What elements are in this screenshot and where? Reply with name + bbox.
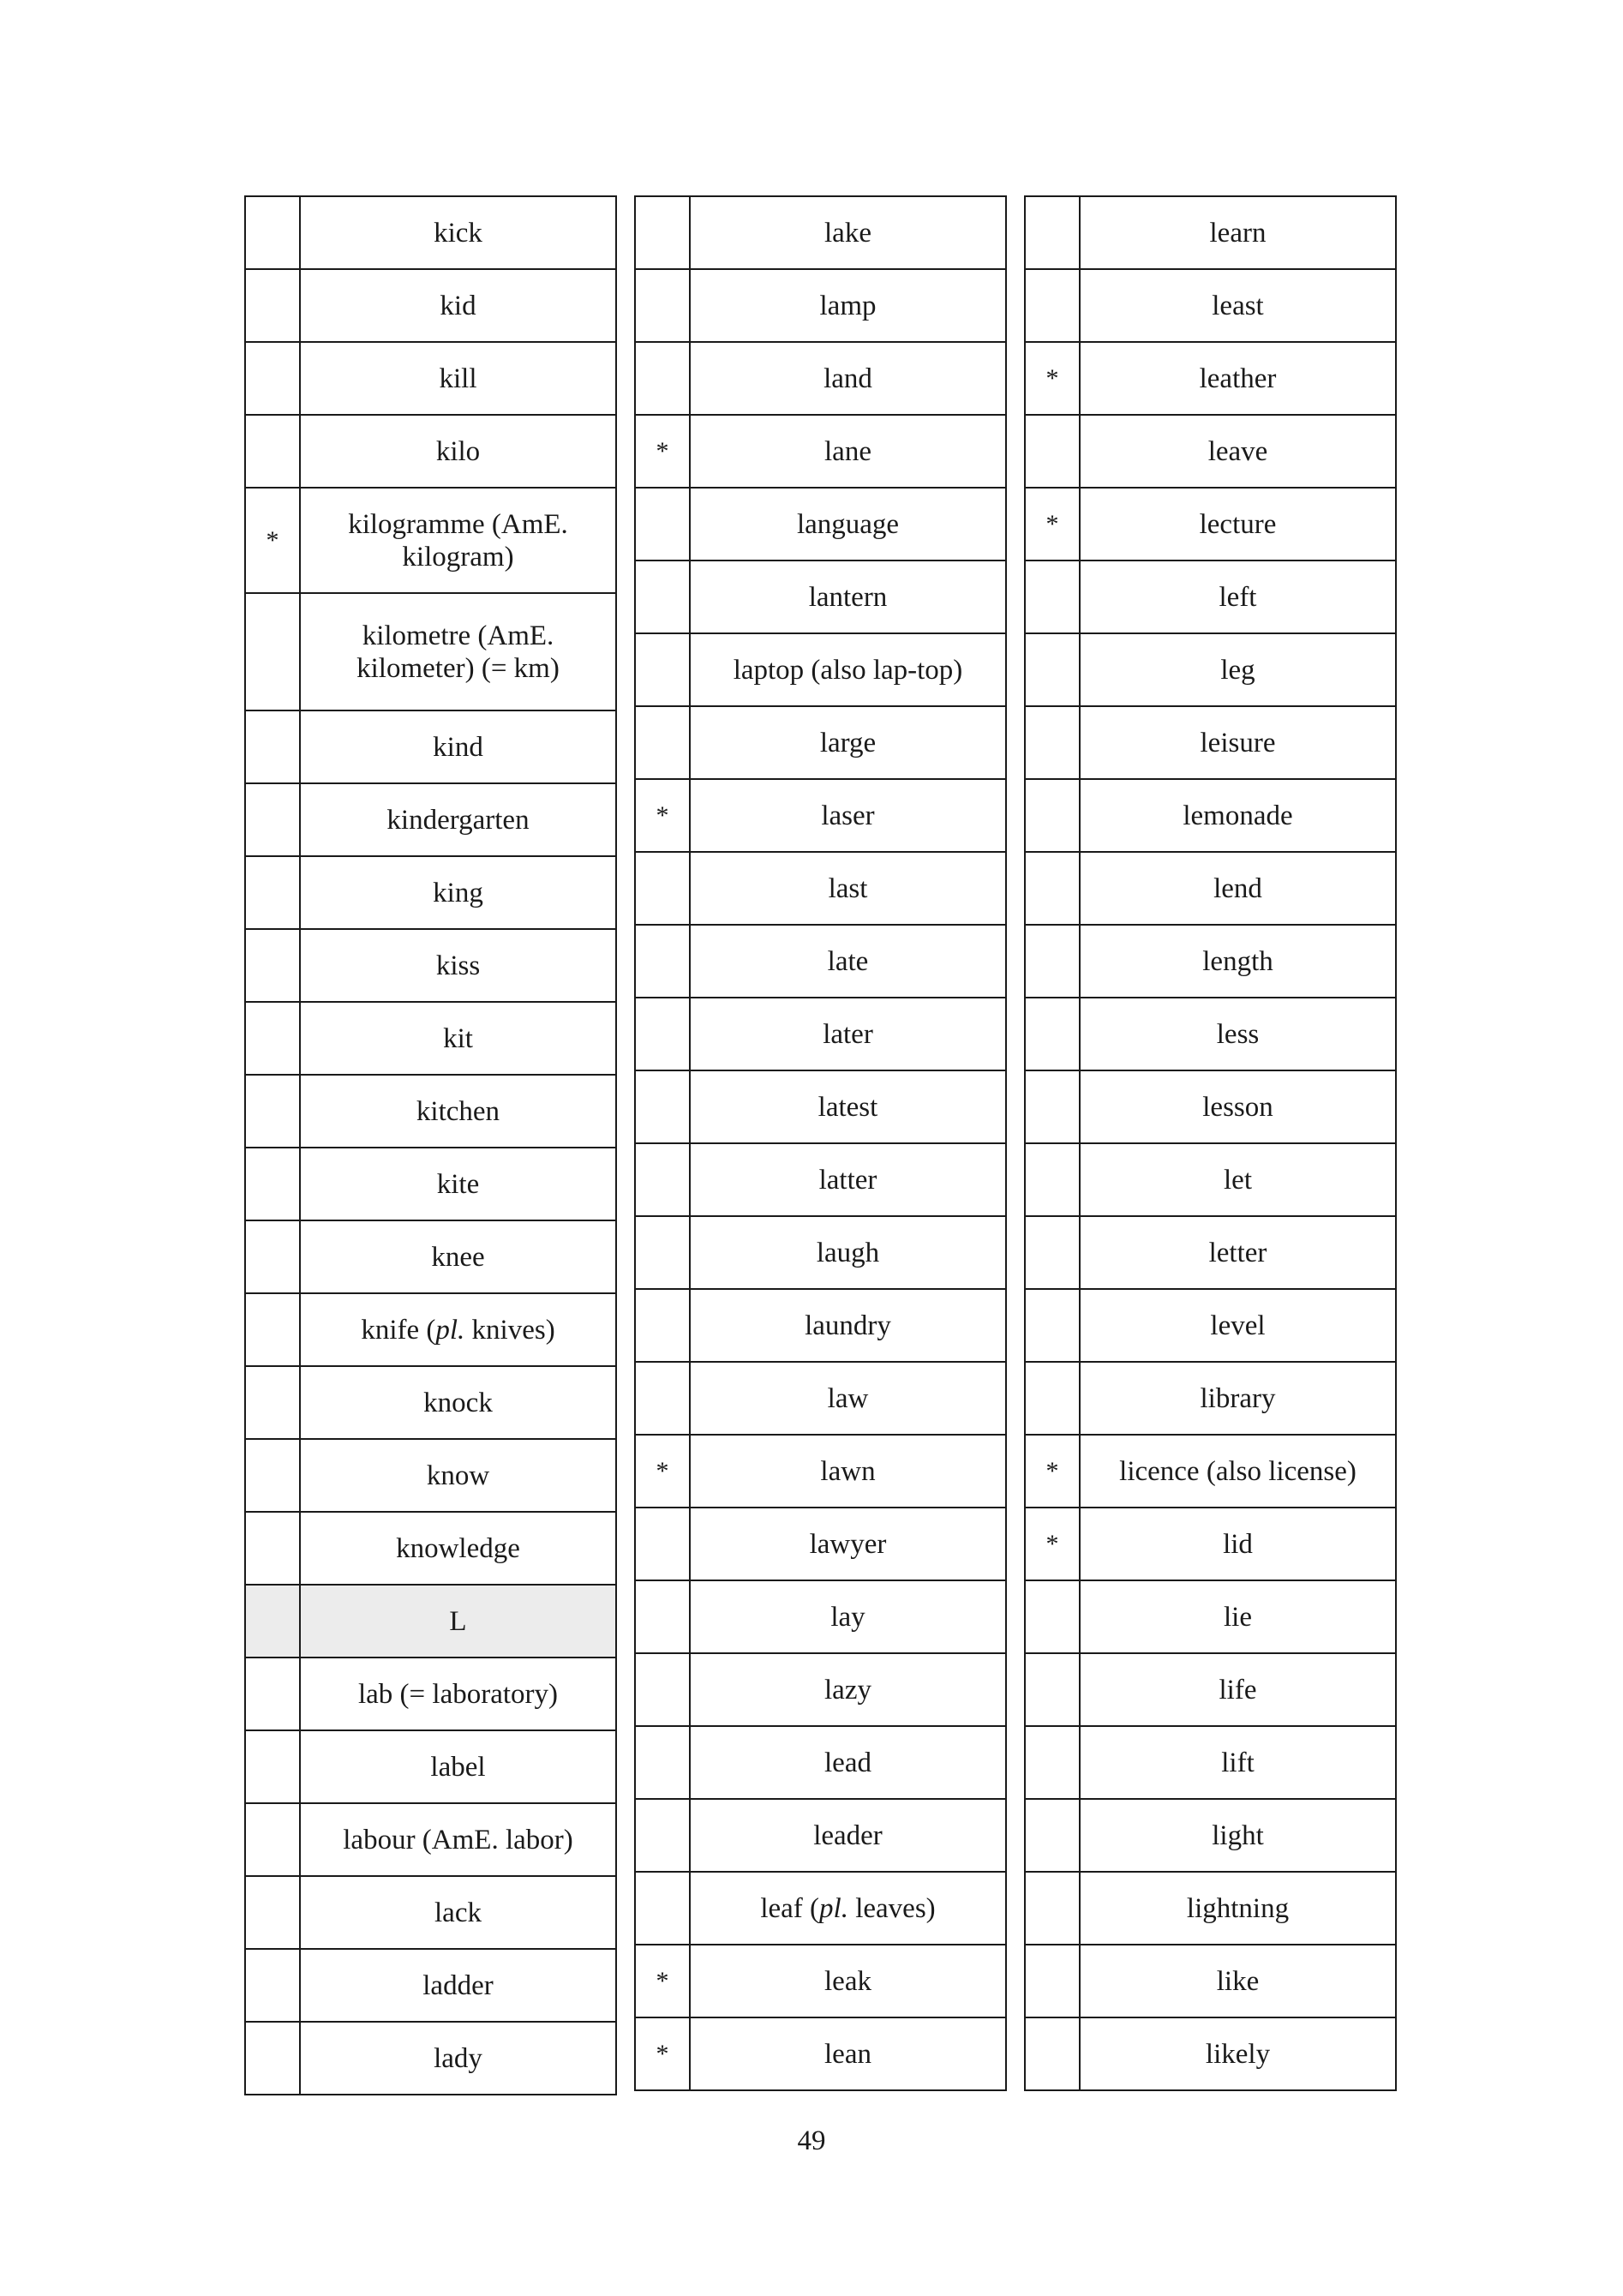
word-row	[635, 415, 1006, 488]
word-row	[635, 269, 1006, 342]
marker-cell	[1025, 1143, 1080, 1216]
word-cell: laser	[690, 779, 1006, 852]
word-cell: leader	[690, 1799, 1006, 1872]
word-cell: less	[1080, 998, 1396, 1070]
word-abbreviation: pl.	[819, 1892, 848, 1924]
word-cell: kindergarten	[300, 783, 616, 856]
marker-cell	[245, 269, 300, 342]
word-cell: latest	[690, 1070, 1006, 1143]
word-row	[245, 1803, 616, 1876]
word-row	[1025, 706, 1396, 779]
word-cell: leather	[1080, 342, 1396, 415]
word-row	[1025, 633, 1396, 706]
word-row	[635, 488, 1006, 561]
word-row	[245, 1293, 616, 1366]
word-row	[1025, 1872, 1396, 1945]
marker-cell	[245, 710, 300, 783]
word-cell: label	[300, 1730, 616, 1803]
word-text: knives)	[464, 1314, 555, 1346]
word-row	[1025, 342, 1396, 415]
word-cell: lesson	[1080, 1070, 1396, 1143]
marker-cell: *	[1025, 1435, 1080, 1508]
word-row	[245, 1730, 616, 1803]
word-cell: leisure	[1080, 706, 1396, 779]
page-number: 49	[797, 2125, 826, 2156]
word-row	[635, 998, 1006, 1070]
marker-cell	[1025, 1216, 1080, 1289]
marker-cell	[245, 1075, 300, 1148]
marker-cell	[1025, 998, 1080, 1070]
marker-cell: *	[635, 415, 690, 488]
word-cell: kilo	[300, 415, 616, 488]
word-cell: kilogramme (AmE. kilogram)	[300, 488, 616, 593]
marker-cell: *	[635, 1435, 690, 1508]
marker-cell	[635, 1799, 690, 1872]
word-row	[1025, 1580, 1396, 1653]
marker-cell	[635, 633, 690, 706]
word-row	[635, 1508, 1006, 1580]
word-row	[635, 342, 1006, 415]
marker-cell	[635, 1362, 690, 1435]
word-row	[635, 852, 1006, 925]
word-row	[245, 856, 616, 929]
word-cell: kit	[300, 1002, 616, 1075]
word-cell: ladder	[300, 1949, 616, 2022]
word-cell: labour (AmE. labor)	[300, 1803, 616, 1876]
word-cell: knock	[300, 1366, 616, 1439]
marker-cell	[245, 1512, 300, 1585]
word-cell: kind	[300, 710, 616, 783]
word-row	[1025, 1143, 1396, 1216]
marker-cell	[1025, 561, 1080, 633]
marker-cell	[1025, 1289, 1080, 1362]
word-cell: left	[1080, 561, 1396, 633]
word-row	[1025, 269, 1396, 342]
word-row	[245, 1148, 616, 1220]
section-header-row	[245, 1585, 616, 1658]
word-row	[635, 1216, 1006, 1289]
word-row	[245, 2022, 616, 2095]
marker-cell	[1025, 2017, 1080, 2090]
marker-cell	[635, 925, 690, 998]
word-text: knife (	[361, 1314, 436, 1346]
word-cell: lab (= laboratory)	[300, 1658, 616, 1730]
word-cell: lend	[1080, 852, 1396, 925]
marker-cell	[635, 1070, 690, 1143]
word-cell: knee	[300, 1220, 616, 1293]
word-cell: lazy	[690, 1653, 1006, 1726]
marker-cell	[245, 783, 300, 856]
word-row	[245, 1439, 616, 1512]
marker-cell	[635, 1216, 690, 1289]
word-cell: late	[690, 925, 1006, 998]
word-cell: lane	[690, 415, 1006, 488]
marker-cell	[635, 1143, 690, 1216]
word-row	[245, 783, 616, 856]
marker-cell	[245, 196, 300, 269]
word-row	[635, 561, 1006, 633]
marker-cell	[1025, 1070, 1080, 1143]
word-cell: kill	[300, 342, 616, 415]
word-row	[245, 1876, 616, 1949]
word-cell: knowledge	[300, 1512, 616, 1585]
word-row	[1025, 488, 1396, 561]
marker-cell	[635, 342, 690, 415]
word-row	[1025, 998, 1396, 1070]
word-cell: leak	[690, 1945, 1006, 2017]
marker-cell	[1025, 1726, 1080, 1799]
marker-cell	[635, 1508, 690, 1580]
word-row	[635, 196, 1006, 269]
marker-cell: *	[1025, 1508, 1080, 1580]
word-text: leaves)	[847, 1892, 936, 1924]
word-cell: lecture	[1080, 488, 1396, 561]
word-cell: leg	[1080, 633, 1396, 706]
marker-cell	[635, 1580, 690, 1653]
word-row	[1025, 779, 1396, 852]
word-row	[1025, 1289, 1396, 1362]
marker-cell	[245, 1148, 300, 1220]
marker-cell	[635, 1726, 690, 1799]
word-cell: licence (also license)	[1080, 1435, 1396, 1508]
marker-cell	[245, 1949, 300, 2022]
word-cell: lamp	[690, 269, 1006, 342]
word-cell: king	[300, 856, 616, 929]
marker-cell	[635, 196, 690, 269]
word-cell: kite	[300, 1148, 616, 1220]
marker-cell	[1025, 1362, 1080, 1435]
word-row	[1025, 561, 1396, 633]
word-cell: laptop (also lap-top)	[690, 633, 1006, 706]
word-cell: land	[690, 342, 1006, 415]
marker-cell	[245, 1658, 300, 1730]
word-row	[245, 929, 616, 1002]
marker-cell	[245, 1220, 300, 1293]
word-row	[1025, 925, 1396, 998]
marker-cell	[635, 998, 690, 1070]
word-cell: let	[1080, 1143, 1396, 1216]
word-cell: kiss	[300, 929, 616, 1002]
word-cell: kitchen	[300, 1075, 616, 1148]
word-row	[245, 1949, 616, 2022]
marker-cell	[1025, 1580, 1080, 1653]
word-cell: lemonade	[1080, 779, 1396, 852]
word-cell: light	[1080, 1799, 1396, 1872]
word-cell: lantern	[690, 561, 1006, 633]
word-row	[245, 196, 616, 269]
word-cell: leave	[1080, 415, 1396, 488]
marker-cell	[1025, 633, 1080, 706]
marker-cell	[635, 1653, 690, 1726]
marker-cell	[245, 1002, 300, 1075]
marker-cell	[635, 706, 690, 779]
word-table-column-2	[634, 195, 1007, 2091]
marker-cell	[1025, 852, 1080, 925]
marker-cell: *	[635, 2017, 690, 2090]
word-row	[1025, 2017, 1396, 2090]
marker-cell	[1025, 1872, 1080, 1945]
word-row	[635, 1580, 1006, 1653]
word-cell: lawyer	[690, 1508, 1006, 1580]
word-cell: lean	[690, 2017, 1006, 2090]
word-row	[635, 1289, 1006, 1362]
word-cell: lie	[1080, 1580, 1396, 1653]
word-row	[635, 1726, 1006, 1799]
word-row	[245, 415, 616, 488]
word-table-column-3	[1024, 195, 1397, 2091]
marker-cell	[1025, 779, 1080, 852]
word-table-column-1	[244, 195, 617, 2095]
marker-cell	[245, 2022, 300, 2095]
marker-cell	[245, 1585, 300, 1658]
marker-cell	[245, 1803, 300, 1876]
marker-cell	[245, 593, 300, 710]
word-row	[245, 710, 616, 783]
word-cell: letter	[1080, 1216, 1396, 1289]
word-row	[635, 633, 1006, 706]
word-row	[1025, 415, 1396, 488]
word-cell: lake	[690, 196, 1006, 269]
word-cell: language	[690, 488, 1006, 561]
word-row	[1025, 1435, 1396, 1508]
word-row	[1025, 1362, 1396, 1435]
word-row	[245, 1512, 616, 1585]
word-cell: kilometre (AmE. kilometer) (= km)	[300, 593, 616, 710]
word-row	[1025, 1070, 1396, 1143]
word-cell: lead	[690, 1726, 1006, 1799]
section-letter: L	[300, 1585, 616, 1658]
word-abbreviation: pl.	[435, 1314, 465, 1346]
marker-cell	[245, 1439, 300, 1512]
marker-cell	[1025, 269, 1080, 342]
word-cell: law	[690, 1362, 1006, 1435]
word-row	[245, 488, 616, 593]
word-row	[635, 925, 1006, 998]
word-cell: kick	[300, 196, 616, 269]
word-cell: life	[1080, 1653, 1396, 1726]
word-cell: last	[690, 852, 1006, 925]
word-cell: lack	[300, 1876, 616, 1949]
marker-cell	[1025, 1799, 1080, 1872]
word-row	[635, 1653, 1006, 1726]
word-row	[635, 1435, 1006, 1508]
marker-cell	[245, 1730, 300, 1803]
word-row	[1025, 1799, 1396, 1872]
word-row	[635, 1799, 1006, 1872]
marker-cell: *	[1025, 342, 1080, 415]
marker-cell	[635, 1289, 690, 1362]
word-cell: laundry	[690, 1289, 1006, 1362]
word-cell: level	[1080, 1289, 1396, 1362]
word-cell: lift	[1080, 1726, 1396, 1799]
word-row	[635, 1070, 1006, 1143]
word-cell: library	[1080, 1362, 1396, 1435]
word-row	[1025, 1508, 1396, 1580]
marker-cell	[1025, 196, 1080, 269]
word-row	[245, 1075, 616, 1148]
word-row	[1025, 1945, 1396, 2017]
word-row	[245, 269, 616, 342]
word-row	[245, 1220, 616, 1293]
word-cell	[300, 1293, 616, 1366]
word-row	[635, 1872, 1006, 1945]
word-cell: learn	[1080, 196, 1396, 269]
marker-cell: *	[635, 779, 690, 852]
word-row	[635, 1945, 1006, 2017]
marker-cell	[245, 342, 300, 415]
word-row	[1025, 1726, 1396, 1799]
word-row	[1025, 1216, 1396, 1289]
word-row	[1025, 852, 1396, 925]
marker-cell: *	[635, 1945, 690, 2017]
word-row	[1025, 1653, 1396, 1726]
word-cell: lay	[690, 1580, 1006, 1653]
marker-cell	[1025, 925, 1080, 998]
marker-cell	[1025, 706, 1080, 779]
word-row	[1025, 196, 1396, 269]
marker-cell	[635, 561, 690, 633]
word-cell: laugh	[690, 1216, 1006, 1289]
word-cell: lady	[300, 2022, 616, 2095]
marker-cell	[245, 1876, 300, 1949]
marker-cell: *	[245, 488, 300, 593]
word-row	[635, 1362, 1006, 1435]
word-cell: large	[690, 706, 1006, 779]
marker-cell	[245, 1366, 300, 1439]
marker-cell	[635, 1872, 690, 1945]
word-row	[245, 1002, 616, 1075]
word-cell: likely	[1080, 2017, 1396, 2090]
word-cell: lightning	[1080, 1872, 1396, 1945]
word-row	[245, 593, 616, 710]
word-row	[635, 706, 1006, 779]
word-row	[245, 1658, 616, 1730]
word-cell: lawn	[690, 1435, 1006, 1508]
word-cell: least	[1080, 269, 1396, 342]
word-cell	[690, 1872, 1006, 1945]
word-row	[635, 1143, 1006, 1216]
word-cell: later	[690, 998, 1006, 1070]
marker-cell	[1025, 1653, 1080, 1726]
marker-cell	[1025, 1945, 1080, 2017]
word-cell: length	[1080, 925, 1396, 998]
marker-cell	[635, 852, 690, 925]
word-row	[635, 779, 1006, 852]
marker-cell	[245, 415, 300, 488]
word-text: leaf (	[760, 1892, 820, 1924]
marker-cell	[245, 929, 300, 1002]
word-cell: like	[1080, 1945, 1396, 2017]
marker-cell	[245, 856, 300, 929]
marker-cell	[635, 269, 690, 342]
word-row	[635, 2017, 1006, 2090]
word-row	[245, 1366, 616, 1439]
marker-cell: *	[1025, 488, 1080, 561]
word-cell: know	[300, 1439, 616, 1512]
word-cell: latter	[690, 1143, 1006, 1216]
marker-cell	[245, 1293, 300, 1366]
marker-cell	[635, 488, 690, 561]
marker-cell	[1025, 415, 1080, 488]
word-cell: kid	[300, 269, 616, 342]
word-cell: lid	[1080, 1508, 1396, 1580]
word-row	[245, 342, 616, 415]
